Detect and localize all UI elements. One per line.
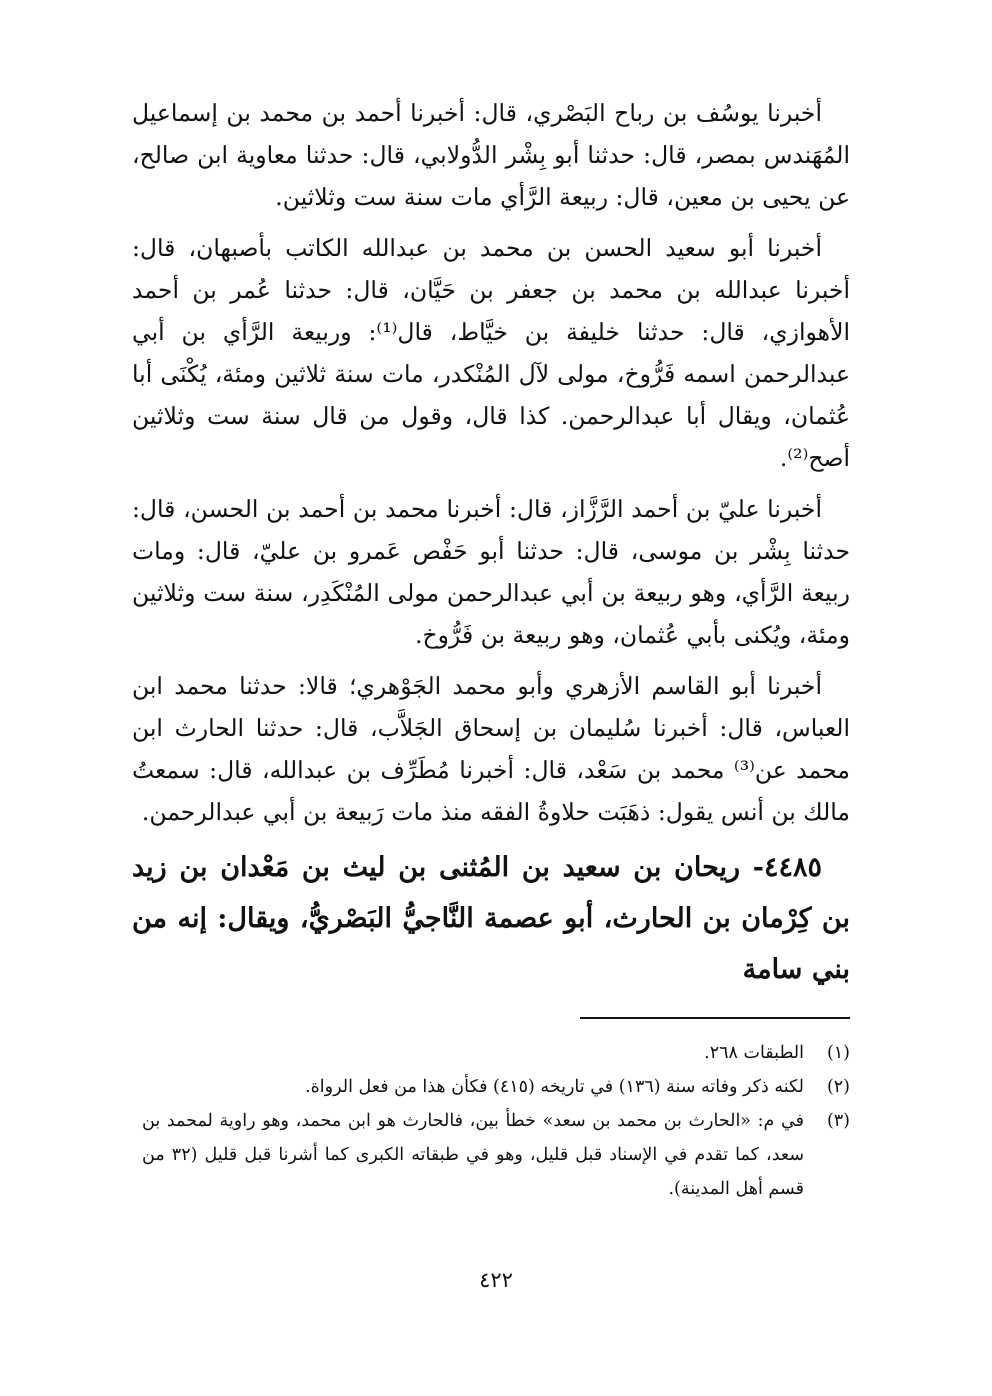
footnote-marker: (٢) xyxy=(826,1077,850,1097)
footnote-marker: (٣) xyxy=(826,1111,850,1131)
footnote-text: لكنه ذكر وفاته سنة (١٣٦) في تاريخه (٤١٥) فكأن هذا من فعل الرواة. xyxy=(305,1077,804,1097)
entry-heading: ٤٤٨٥- ريحان بن سعيد بن المُثنى بن ليث بن مَعْدان بن زيد بن كِرْمان بن الحارث، أبو عصمة النَّاجيُّ البَصْريُّ، ويقال: إنه من بني سامة xyxy=(132,852,850,985)
footnote xyxy=(142,1070,850,1104)
page-number: ٤٢٢ xyxy=(479,1268,513,1292)
paragraph: أخبرنا أبو سعيد الحسن بن محمد بن عبدالله الكاتب بأصبهان، قال: أخبرنا عبدالله بن محمد بن جعفر بن حَيَّان، قال: حدثنا عُمر بن أحمد الأهوازي، قال: حدثنا خليفة بن خيَّاط، قال⁽¹⁾: وربيعة الرَّأي بن أبي عبدالرحمن اسمه فَرُّوخ، مولى لآل المُنْكدر، مات سنة ثلاثين ومئة، يُكْنَى أبا عُثمان، ويقال أبا عبدالرحمن. كذا قال، وقول من قال سنة ست وثلاثين أصح⁽²⁾. xyxy=(132,234,850,472)
footnote-divider xyxy=(580,1017,850,1019)
paragraph: أخبرنا عليّ بن أحمد الرَّزَّاز، قال: أخبرنا محمد بن أحمد بن الحسن، قال: حدثنا بِشْر بن موسى، قال: حدثنا أبو حَفْص عَمرو بن عليّ، قال: ومات ربيعة الرَّأي، وهو ربيعة بن أبي عبدالرحمن مولى المُنْكَدِر، سنة ست وثلاثين ومئة، ويُكنى بأبي عُثمان، وهو ربيعة بن فَرُّوخ. xyxy=(132,495,850,649)
footnotes-section xyxy=(142,1036,850,1206)
paragraph: أخبرنا أبو القاسم الأزهري وأبو محمد الجَوْهري؛ قالا: حدثنا محمد ابن العباس، قال: أخبرنا سُليمان بن إسحاق الجَلاَّب، قال: حدثنا الحارث ابن محمد عن⁽³⁾ محمد بن سَعْد، قال: أخبرنا مُطَرِّف بن عبدالله، قال: سمعتُ مالك بن أنس يقول: ذهَبَت حلاوةُ الفقه منذ مات رَبيعة بن أبي عبدالرحمن. xyxy=(132,672,850,826)
footnote-marker: (١) xyxy=(826,1043,850,1063)
footnote xyxy=(142,1104,850,1206)
footnote xyxy=(142,1036,850,1070)
paragraph: أخبرنا يوسُف بن رباح البَصْري، قال: أخبرنا أحمد بن محمد بن إسماعيل المُهَندس بمصر، قال: حدثنا أبو بِشْر الدُّولابي، قال: حدثنا معاوية ابن صالح، عن يحيى بن معين، قال: ربيعة الرَّأي مات سنة ست وثلاثين. xyxy=(132,99,850,211)
footnote-text: الطبقات ٢٦٨. xyxy=(704,1043,804,1063)
main-text-body xyxy=(132,92,850,995)
footnote-text: في م: «الحارث بن محمد بن سعد» خطأ بين، فالحارث هو ابن محمد، وهو راوية لمحمد بن سعد، كما تقدم في الإسناد قبل قليل، وهو في طبقاته الكبرى كما أشرنا قبل قليل (٣٢ من قسم أهل المدينة). xyxy=(142,1111,804,1199)
